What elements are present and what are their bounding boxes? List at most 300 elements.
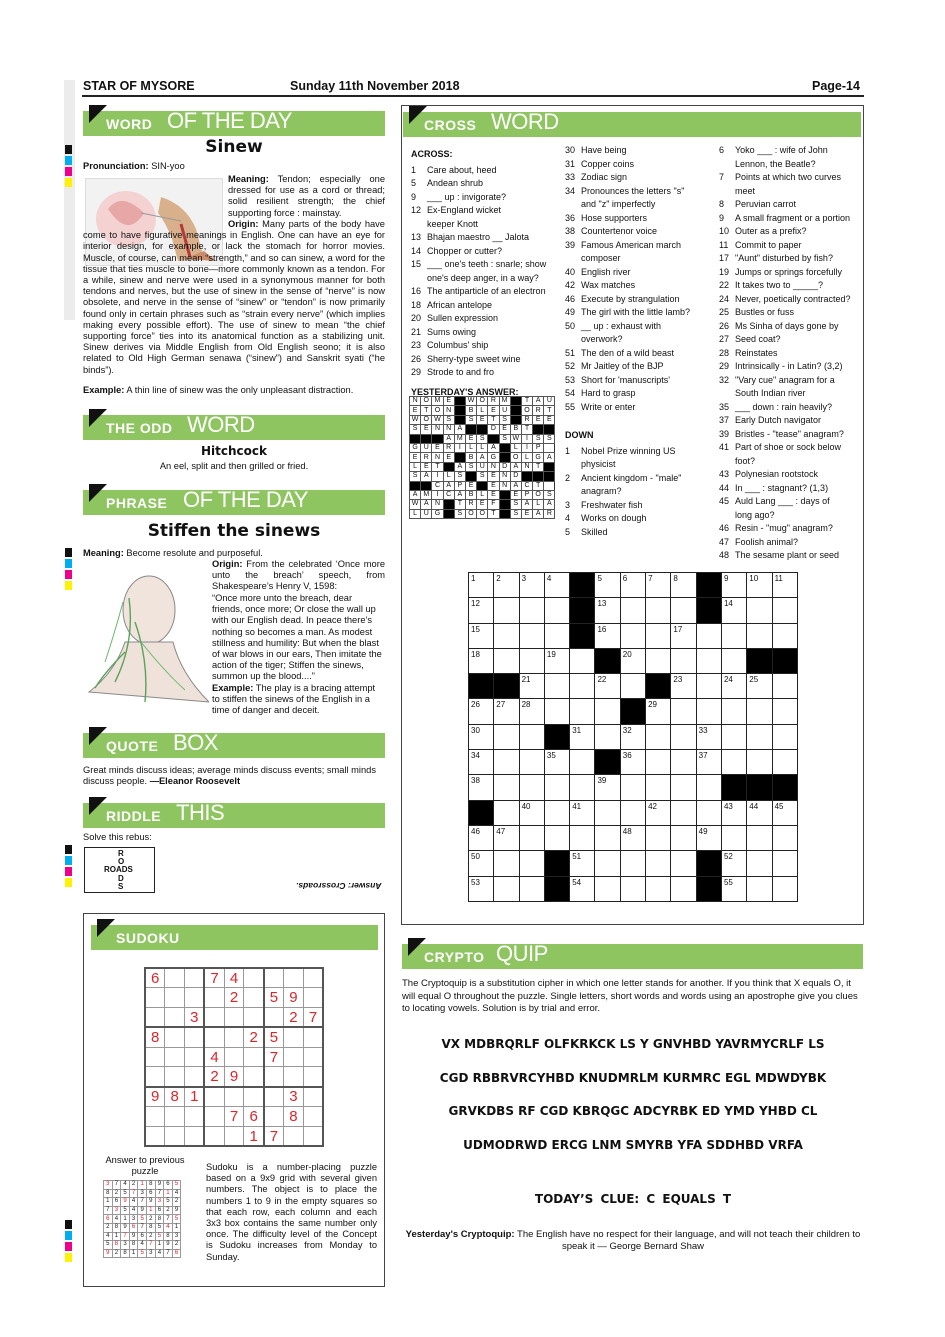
crossword-cell (646, 674, 671, 699)
sudoku-answer-cell: 1 (138, 1181, 147, 1190)
answer-cell: S (454, 509, 465, 518)
crossword-cell[interactable] (620, 800, 645, 825)
sudoku-cell[interactable]: 6 (145, 968, 165, 988)
sudoku-cell[interactable]: 2 (224, 988, 244, 1008)
answer-cell (499, 443, 510, 452)
crossword-cell[interactable] (696, 674, 721, 699)
sudoku-cell[interactable] (244, 988, 264, 1008)
sudoku-cell[interactable] (145, 1126, 165, 1146)
crossword-cell[interactable] (519, 851, 544, 876)
crossword-cell[interactable]: 24 (721, 674, 746, 699)
crossword-cell[interactable] (772, 724, 797, 749)
crossword-cell[interactable]: 20 (620, 648, 645, 673)
sudoku-cell[interactable]: 9 (284, 988, 304, 1008)
crossword-cell[interactable] (646, 724, 671, 749)
clue: 5 Andean shrub (411, 178, 484, 188)
crossword-cell[interactable]: 33 (696, 724, 721, 749)
crossword-cell[interactable]: 8 (671, 573, 696, 598)
answer-cell: G (533, 453, 544, 462)
crossword-cell (570, 623, 595, 648)
sudoku-cell[interactable]: 8 (165, 1087, 185, 1107)
sudoku-cell[interactable]: 8 (145, 1027, 165, 1047)
crossword-cell[interactable]: 23 (671, 674, 696, 699)
clue: 8 Peruvian carrot (719, 199, 797, 209)
sudoku-cell[interactable]: 8 (284, 1107, 304, 1127)
crossword-cell[interactable] (519, 724, 544, 749)
sudoku-cell[interactable]: 7 (264, 1047, 284, 1067)
crossword-cell[interactable] (595, 851, 620, 876)
crossword-cell[interactable]: 36 (620, 750, 645, 775)
answer-cell: I (521, 443, 532, 452)
sudoku-cell[interactable] (224, 1126, 244, 1146)
sudoku-cell[interactable] (264, 1107, 284, 1127)
crossword-cell[interactable] (620, 876, 645, 901)
crossword-cell[interactable]: 30 (469, 724, 494, 749)
crossword-cell[interactable] (747, 623, 772, 648)
pronunciation: Pronunciation: SIN-yoo (83, 161, 185, 171)
crossword-cell[interactable] (747, 876, 772, 901)
sudoku-cell[interactable]: 1 (244, 1126, 264, 1146)
sudoku-answer-cell: 2 (146, 1232, 155, 1241)
crossword-cell[interactable]: 18 (469, 648, 494, 673)
sudoku-answer-cell: 6 (129, 1223, 138, 1232)
sudoku-cell[interactable] (185, 1126, 205, 1146)
crossword-cell[interactable]: 34 (469, 750, 494, 775)
crossword-cell[interactable] (494, 851, 519, 876)
crossword-cell[interactable]: 54 (570, 876, 595, 901)
crossword-cell[interactable] (595, 876, 620, 901)
answer-cell: T (533, 462, 544, 471)
sudoku-cell[interactable] (244, 1067, 264, 1087)
crossword-cell[interactable]: 6 (620, 573, 645, 598)
crossword-cell[interactable] (544, 598, 569, 623)
answer-cell: U (477, 462, 488, 471)
sudoku-cell[interactable] (244, 1047, 264, 1067)
sudoku-cell[interactable] (284, 1067, 304, 1087)
clue: 30 Have being (565, 145, 627, 155)
crossword-cell[interactable] (595, 800, 620, 825)
clue: 12 Ex-England wicket (411, 205, 502, 215)
crossword-cell[interactable] (772, 750, 797, 775)
crossword-cell[interactable] (671, 724, 696, 749)
odd-word-banner: THE ODD WORD (83, 415, 385, 440)
sudoku-cell[interactable] (224, 1087, 244, 1107)
sudoku-cell[interactable] (303, 1047, 323, 1067)
sudoku-cell[interactable] (185, 1067, 205, 1087)
sudoku-cell[interactable]: 4 (224, 968, 244, 988)
crossword-cell[interactable] (772, 699, 797, 724)
crossword-cell[interactable] (671, 648, 696, 673)
sudoku-cell[interactable] (303, 968, 323, 988)
sudoku-answer-cell: 6 (112, 1198, 121, 1207)
crossword-cell[interactable] (494, 648, 519, 673)
sudoku-cell[interactable]: 1 (185, 1087, 205, 1107)
answer-cell: F (488, 500, 499, 509)
sudoku-answer-cell: 9 (129, 1232, 138, 1241)
crossword-cell[interactable] (494, 598, 519, 623)
crossword-cell[interactable]: 40 (519, 800, 544, 825)
color-marks (65, 145, 72, 189)
crossword-cell[interactable] (570, 648, 595, 673)
sudoku-cell[interactable] (165, 988, 185, 1008)
crossword-cell[interactable] (570, 775, 595, 800)
crossword-cell[interactable]: 13 (595, 598, 620, 623)
crossword-cell[interactable]: 48 (620, 825, 645, 850)
issue-date: Sunday 11th November 2018 (290, 79, 460, 93)
sudoku-answer-cell: 7 (129, 1189, 138, 1198)
crossword-cell[interactable]: 42 (646, 800, 671, 825)
answer-cell (499, 509, 510, 518)
clue: 40 English river (565, 266, 631, 277)
answer-cell: E (499, 425, 510, 434)
crossword-cell (544, 724, 569, 749)
riddle-answer: Answer: Crossroads. (296, 881, 382, 891)
sudoku-answer-cell: 1 (104, 1198, 113, 1207)
crossword-cell[interactable]: 53 (469, 876, 494, 901)
sudoku-cell[interactable] (284, 1027, 304, 1047)
crossword-cell[interactable]: 14 (721, 598, 746, 623)
sudoku-answer-cell: 7 (155, 1189, 164, 1198)
crossword-cell (595, 648, 620, 673)
crossword-cell[interactable] (721, 724, 746, 749)
answer-cell: E (465, 434, 476, 443)
crossword-cell[interactable] (671, 876, 696, 901)
sudoku-cell[interactable]: 7 (303, 1008, 323, 1028)
sudoku-cell[interactable] (185, 1107, 205, 1127)
crossword-cell[interactable] (646, 876, 671, 901)
sudoku-cell[interactable] (284, 1126, 304, 1146)
crossword-cell[interactable] (519, 750, 544, 775)
crossword-cell[interactable] (721, 699, 746, 724)
sudoku-cell[interactable] (185, 968, 205, 988)
crossword-cell[interactable] (544, 775, 569, 800)
sudoku-cell[interactable] (145, 1067, 165, 1087)
sudoku-cell[interactable] (303, 1107, 323, 1127)
crossword-cell[interactable]: 47 (494, 825, 519, 850)
crossword-cell[interactable]: 44 (747, 800, 772, 825)
sudoku-cell[interactable] (224, 1027, 244, 1047)
crossword-cell[interactable] (671, 598, 696, 623)
answer-cell: M (454, 434, 465, 443)
crossword-cell[interactable]: 50 (469, 851, 494, 876)
crossword-cell[interactable] (544, 623, 569, 648)
crossword-cell[interactable] (747, 750, 772, 775)
sudoku-cell[interactable]: 7 (264, 1126, 284, 1146)
crossword-cell[interactable] (544, 800, 569, 825)
sudoku-answer-cell: 4 (129, 1206, 138, 1215)
answer-cell: S (510, 509, 521, 518)
crossword-cell[interactable]: 29 (646, 699, 671, 724)
sudoku-answer-cell: 5 (104, 1241, 113, 1250)
sudoku-cell[interactable] (303, 1067, 323, 1087)
answer-cell: P (454, 481, 465, 490)
crossword-cell[interactable]: 28 (519, 699, 544, 724)
answer-cell: C (521, 481, 532, 490)
crossword-cell[interactable] (696, 648, 721, 673)
crossword-cell[interactable]: 9 (721, 573, 746, 598)
crossword-cell[interactable]: 49 (696, 825, 721, 850)
crossword-cell[interactable] (544, 674, 569, 699)
crossword-cell[interactable] (570, 825, 595, 850)
crossword-cell[interactable] (519, 876, 544, 901)
crossword-cell[interactable] (721, 750, 746, 775)
sudoku-cell[interactable]: 5 (264, 1027, 284, 1047)
crossword-cell[interactable]: 19 (544, 648, 569, 673)
crossword-cell[interactable] (519, 623, 544, 648)
sudoku-cell[interactable]: 9 (145, 1087, 165, 1107)
crossword-cell[interactable]: 45 (772, 800, 797, 825)
crossword-cell[interactable]: 52 (721, 851, 746, 876)
crossword-cell[interactable] (646, 598, 671, 623)
sudoku-cell[interactable] (145, 1008, 165, 1028)
crossword-cell[interactable]: 15 (469, 623, 494, 648)
sudoku-cell[interactable] (284, 1047, 304, 1067)
sudoku-cell[interactable]: 2 (244, 1027, 264, 1047)
sudoku-cell[interactable] (244, 968, 264, 988)
crossword-cell[interactable]: 26 (469, 699, 494, 724)
crossword-cell[interactable] (544, 699, 569, 724)
sudoku-cell[interactable] (303, 1087, 323, 1107)
crossword-cell[interactable] (772, 674, 797, 699)
answer-cell (432, 434, 443, 443)
sudoku-cell[interactable] (145, 988, 165, 1008)
sudoku-cell[interactable] (244, 1008, 264, 1028)
crossword-cell[interactable] (620, 851, 645, 876)
crossword-cell[interactable] (494, 623, 519, 648)
sudoku-cell[interactable]: 5 (264, 988, 284, 1008)
crossword-cell[interactable] (646, 775, 671, 800)
crossword-cell[interactable] (747, 851, 772, 876)
clue: 3 Freshwater fish (565, 499, 643, 510)
crossword-cell[interactable]: 10 (747, 573, 772, 598)
sudoku-cell[interactable] (165, 1107, 185, 1127)
crossword-cell[interactable] (494, 800, 519, 825)
crossword-cell[interactable] (772, 598, 797, 623)
sudoku-cell[interactable] (165, 1126, 185, 1146)
crossword-cell[interactable] (519, 825, 544, 850)
crossword-cell[interactable]: 41 (570, 800, 595, 825)
crossword-cell[interactable] (646, 648, 671, 673)
crossword-cell[interactable]: 7 (646, 573, 671, 598)
crossword-cell[interactable] (747, 699, 772, 724)
clue: 50 __ up : exhaust with (565, 320, 662, 331)
crossword-cell[interactable] (620, 674, 645, 699)
sudoku-cell[interactable] (145, 1107, 165, 1127)
sudoku-answer-cell: 6 (138, 1232, 147, 1241)
crossword-cell[interactable] (671, 851, 696, 876)
crossword-cell[interactable] (494, 876, 519, 901)
sudoku-cell[interactable] (185, 1027, 205, 1047)
crossword-cell[interactable] (494, 724, 519, 749)
crossword-cell[interactable] (494, 775, 519, 800)
sudoku-cell[interactable] (264, 968, 284, 988)
sudoku-cell[interactable] (244, 1087, 264, 1107)
sudoku-cell[interactable] (264, 1087, 284, 1107)
crossword-cell[interactable]: 17 (671, 623, 696, 648)
cryptoquip-line: GRVKDBS RF CGD KBRQGC ADCYRBK ED YMD YHBD CL (448, 1104, 818, 1118)
clue: keeper Knott (427, 218, 479, 229)
crossword-cell[interactable] (747, 724, 772, 749)
crossword-cell[interactable]: 43 (721, 800, 746, 825)
crossword-cell[interactable] (519, 775, 544, 800)
sudoku-cell[interactable] (165, 1047, 185, 1067)
crossword-cell[interactable] (620, 775, 645, 800)
clue: 23 Columbus' ship (411, 340, 489, 350)
sudoku-cell[interactable] (204, 1087, 224, 1107)
crossword-cell[interactable] (595, 825, 620, 850)
clue: 26 Sherry-type sweet wine (411, 353, 521, 364)
crossword-cell[interactable] (747, 598, 772, 623)
clue-header: DOWN (565, 430, 594, 440)
crossword-cell[interactable]: 12 (469, 598, 494, 623)
crossword-cell[interactable] (646, 623, 671, 648)
crossword-cell[interactable] (696, 775, 721, 800)
sudoku-cell[interactable] (204, 1008, 224, 1028)
crossword-banner: CROSS WORD (403, 112, 861, 137)
sudoku-cell[interactable]: 7 (204, 968, 224, 988)
crossword-cell[interactable] (772, 851, 797, 876)
sudoku-cell[interactable] (165, 968, 185, 988)
sudoku-answer-cell: 6 (172, 1249, 181, 1258)
crossword-cell[interactable] (671, 800, 696, 825)
crossword-cell[interactable]: 5 (595, 573, 620, 598)
crossword-cell[interactable]: 37 (696, 750, 721, 775)
crossword-cell[interactable] (519, 648, 544, 673)
answer-cell (443, 462, 454, 471)
sudoku-cell[interactable] (145, 1047, 165, 1067)
sudoku-answer-cell: 2 (112, 1189, 121, 1198)
answer-cell: O (533, 490, 544, 499)
answer-cell: G (410, 443, 421, 452)
sudoku-cell[interactable] (264, 1067, 284, 1087)
crossword-cell[interactable] (671, 775, 696, 800)
crossword-cell[interactable] (721, 623, 746, 648)
crossword-cell[interactable] (570, 674, 595, 699)
crossword-cell[interactable] (671, 825, 696, 850)
sudoku-cell[interactable] (303, 1126, 323, 1146)
crossword-cell[interactable]: 1 (469, 573, 494, 598)
crossword-cell[interactable] (747, 825, 772, 850)
crossword-cell[interactable] (671, 699, 696, 724)
crossword-cell[interactable] (494, 750, 519, 775)
sudoku-answer-cell: 9 (164, 1241, 173, 1250)
sudoku-cell[interactable] (264, 1008, 284, 1028)
crossword-cell[interactable] (772, 825, 797, 850)
sudoku-cell[interactable] (303, 1027, 323, 1047)
crossword-cell[interactable]: 27 (494, 699, 519, 724)
crossword-cell[interactable] (696, 800, 721, 825)
sudoku-cell[interactable] (185, 988, 205, 1008)
crossword-cell[interactable] (696, 623, 721, 648)
sudoku-cell[interactable] (165, 1027, 185, 1047)
sudoku-cell[interactable]: 7 (224, 1107, 244, 1127)
crossword-cell[interactable]: 46 (469, 825, 494, 850)
sudoku-cell[interactable]: 3 (284, 1087, 304, 1107)
crossword-cell[interactable] (721, 825, 746, 850)
crossword-cell[interactable]: 16 (595, 623, 620, 648)
crossword-cell[interactable]: 51 (570, 851, 595, 876)
answer-cell: L (477, 490, 488, 499)
crossword-cell[interactable] (595, 699, 620, 724)
sudoku-answer-cell: 1 (155, 1241, 164, 1250)
cryptoquip-banner: CRYPTO QUIP (402, 944, 863, 969)
crossword-cell[interactable]: 11 (772, 573, 797, 598)
crossword-cell[interactable] (544, 825, 569, 850)
sudoku-cell[interactable]: 2 (284, 1008, 304, 1028)
crossword-cell[interactable]: 55 (721, 876, 746, 901)
sudoku-cell[interactable] (204, 1107, 224, 1127)
crossword-cell[interactable] (696, 699, 721, 724)
sudoku-cell[interactable] (303, 988, 323, 1008)
clue: 47 Foolish animal? (719, 536, 799, 547)
crossword-cell (696, 573, 721, 598)
crossword-cell[interactable]: 2 (494, 573, 519, 598)
crossword-cell[interactable]: 31 (570, 724, 595, 749)
sudoku-cell[interactable] (165, 1067, 185, 1087)
crossword-cell[interactable] (595, 724, 620, 749)
crossword-cell[interactable] (620, 623, 645, 648)
sudoku-cell[interactable] (224, 1047, 244, 1067)
crossword-cell[interactable]: 35 (544, 750, 569, 775)
crossword-cell[interactable] (646, 851, 671, 876)
sudoku-cell[interactable]: 2 (204, 1067, 224, 1087)
sudoku-cell[interactable] (284, 968, 304, 988)
crossword-cell[interactable] (570, 699, 595, 724)
sudoku-cell[interactable] (165, 1008, 185, 1028)
crossword-cell[interactable] (721, 648, 746, 673)
yesterday-crossword-answer (409, 396, 555, 519)
sudoku-cell[interactable] (185, 1047, 205, 1067)
sudoku-cell[interactable] (204, 988, 224, 1008)
crossword-cell[interactable] (570, 750, 595, 775)
answer-cell: O (510, 453, 521, 462)
crossword-cell[interactable] (620, 598, 645, 623)
clue: 5 Skilled (565, 526, 608, 537)
crossword-cell[interactable]: 21 (519, 674, 544, 699)
crossword-cell[interactable]: 32 (620, 724, 645, 749)
sudoku-description: Sudoku is a number-placing puzzle based on a 9x9 grid with several given numbers. The object is to place the numbers 1 to 9 in the empty squares so that each row, each column and each 3x3 box contains the same number only once. The difficulty level of the Concept is Sudoku increases from Monday to Sunday. (206, 1162, 377, 1262)
crossword-cell (494, 674, 519, 699)
sudoku-cell[interactable] (204, 1126, 224, 1146)
crossword-cell[interactable] (646, 750, 671, 775)
phrase-example: Example: The play is a bracing attempt to stiffen the sinews of the English in a time of danger and deceit. (212, 683, 376, 716)
answer-cell (443, 500, 454, 509)
sudoku-cell[interactable]: 4 (204, 1047, 224, 1067)
crossword-cell[interactable]: 39 (595, 775, 620, 800)
clue: 19 Jumps or springs forcefully (719, 266, 843, 277)
sudoku-cell[interactable] (204, 1027, 224, 1047)
sudoku-cell[interactable]: 3 (185, 1008, 205, 1028)
clue: 16 The antiparticle of an electron (411, 286, 546, 296)
crossword-cell[interactable]: 4 (544, 573, 569, 598)
crossword-cell[interactable]: 38 (469, 775, 494, 800)
sudoku-answer-cell: 5 (172, 1215, 181, 1224)
crossword-cell[interactable]: 25 (747, 674, 772, 699)
answer-cell: A (410, 490, 421, 499)
crossword-cell[interactable]: 3 (519, 573, 544, 598)
crossword-cell[interactable]: 22 (595, 674, 620, 699)
crossword-cell[interactable] (772, 623, 797, 648)
crossword-cell[interactable] (519, 598, 544, 623)
answer-cell: R (443, 443, 454, 452)
sudoku-cell[interactable]: 6 (244, 1107, 264, 1127)
sudoku-cell[interactable]: 9 (224, 1067, 244, 1087)
sudoku-cell[interactable] (224, 1008, 244, 1028)
crossword-cell[interactable] (671, 750, 696, 775)
crossword-cell[interactable] (772, 876, 797, 901)
crossword-cell[interactable] (646, 825, 671, 850)
down-clues-col2 (565, 425, 715, 539)
